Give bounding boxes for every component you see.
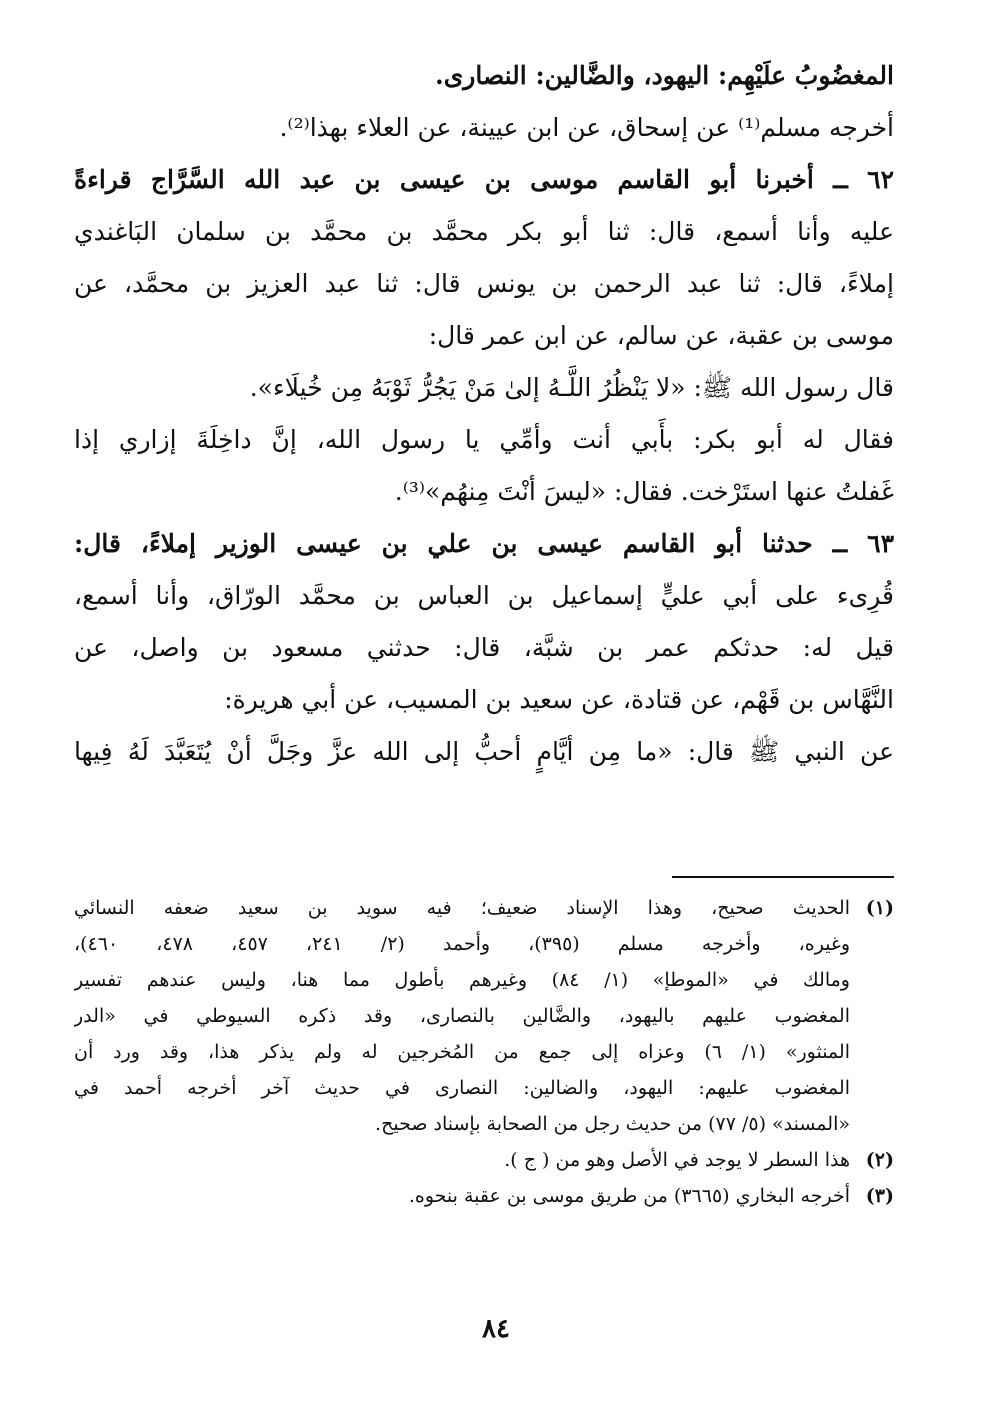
text-line: النَّهَّاس بن قَهْم، عن قتادة، عن سعيد بن المسيب، عن أبي هريرة: xyxy=(224,685,894,714)
text-line: إملاءً، قال: ثنا عبد الرحمن بن يونس قال: ثنا عبد العزيز بن محمَّد، عن xyxy=(74,269,894,298)
footnote-line: المغضوب عليهم: اليهود، والضالين: النصارى في حديث آخر أخرجه أحمد في xyxy=(74,1077,850,1099)
footnote-3 xyxy=(74,1178,894,1214)
footnote-line: وغيره، وأخرجه مسلم (٣٩٥)، وأحمد (٢/ ٢٤١، ٤٥٧، ٤٧٨، ٤٦٠)، xyxy=(74,933,850,955)
text-line: غَفلتُ عنها استَرْخت. فقال: «ليسَ أنْتَ مِنهُم»⁽³⁾. xyxy=(394,477,894,506)
text-line: فقال له أبو بكر: بأَبي أنت وأمِّي يا رسول الله، إنَّ داخِلَةَ إزاري إذا xyxy=(74,425,894,454)
footnote-number: (٣) xyxy=(865,1185,894,1207)
text-line: أخرجه مسلم⁽¹⁾ عن إسحاق، عن ابن عيينة، عن العلاء بهذا⁽²⁾. xyxy=(279,113,894,142)
footnote-line: أخرجه البخاري (٣٦٦٥) من طريق موسى بن عقبة بنحوه. xyxy=(408,1185,850,1207)
text-line: قيل له: حدثكم عمر بن شبَّة، قال: حدثني مسعود بن واصل، عن xyxy=(74,633,894,662)
footnotes xyxy=(74,890,894,1214)
main-text xyxy=(74,50,894,778)
footnote-body xyxy=(74,1142,850,1178)
text-line: موسى بن عقبة، عن سالم، عن ابن عمر قال: xyxy=(428,321,894,350)
hadith-62-line: ٦٢ ــ أخبرنا أبو القاسم موسى بن عيسى بن عبد الله السَّرَّاج قراءةً xyxy=(74,165,894,194)
hadith-quote-line: قال رسول الله ﷺ: «لا يَنْظُرُ اللَّـهُ إلىٰ مَنْ يَجُرُّ ثَوْبَهُ مِن خُيلَاء». xyxy=(249,373,894,402)
footnote-1 xyxy=(74,890,894,1142)
hadith-quote-line: عن النبي ﷺ قال: «ما مِن أيَّامٍ أحبُّ إلى الله عزَّ وجَلَّ أنْ يُتَعَبَّدَ لَهُ فِيها xyxy=(74,737,894,766)
footnote-line: المغضوب عليهم باليهود، والضَّالين بالنصارى، وقد ذكره السيوطي في «الدر xyxy=(74,1005,850,1027)
footnote-separator xyxy=(672,876,894,878)
text-line: المغضُوبُ علَيْهِم: اليهود، والضَّالين: النصارى. xyxy=(435,61,894,90)
footnote-number: (٢) xyxy=(865,1149,894,1171)
footnote-2 xyxy=(74,1142,894,1178)
footnote-body xyxy=(74,890,850,1142)
text-line: قُرِىء على أبي عليٍّ إسماعيل بن العباس بن محمَّد الورّاق، وأنا أسمع، xyxy=(74,581,894,610)
footnote-line: «المسند» (٥/ ٧٧) من حديث رجل من الصحابة بإسناد صحيح. xyxy=(375,1113,850,1135)
footnote-number: (١) xyxy=(865,897,894,919)
footnote-line: هذا السطر لا يوجد في الأصل وهو من ( ج ). xyxy=(504,1149,850,1171)
page-number: ٨٤ xyxy=(482,1314,510,1344)
hadith-63-line: ٦٣ ــ حدثنا أبو القاسم عيسى بن علي بن عيسى الوزير إملاءً، قال: xyxy=(74,529,894,558)
text-line: عليه وأنا أسمع، قال: ثنا أبو بكر محمَّد بن محمَّد بن سلمان البَاغندي xyxy=(74,217,894,246)
footnote-body xyxy=(74,1178,850,1214)
footnote-line: المنثور» (١/ ٦) وعزاه إلى جمع من المُخرجين له ولم يذكر هذا، وقد ورد أن xyxy=(74,1041,850,1063)
footnote-line: ومالك في «الموطإ» (١/ ٨٤) وغيرهم بأطول مما هنا، وليس عندهم تفسير xyxy=(74,969,850,991)
footnote-line: الحديث صحيح، وهذا الإسناد ضعيف؛ فيه سويد بن سعيد ضعفه النسائي xyxy=(74,897,850,919)
